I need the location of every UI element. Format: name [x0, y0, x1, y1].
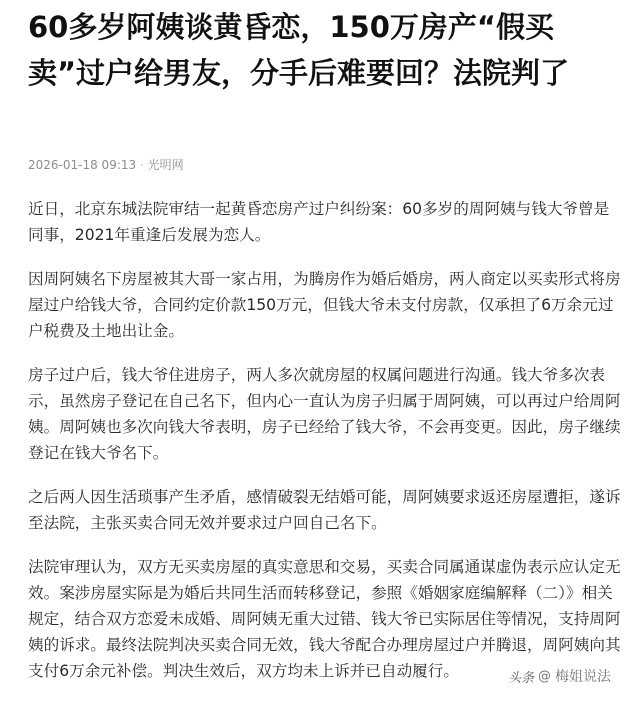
article-title: 60多岁阿姨谈黄昏恋，150万房产“假买卖”过户给男友，分手后难要回？法院判了 — [28, 10, 570, 90]
paragraph-4: 之后两人因生活琐事产生矛盾，感情破裂无结婚可能，周阿姨要求返还房屋遭拒，遂诉至法院，主张买卖合同无效并要求过户回自己名下。 — [28, 488, 621, 532]
paragraph-3: 房子过户后，钱大爷住进房子，两人多次就房屋的权属问题进行沟通。钱大爷多次表示，虽然房子登记在自己名下，但内心一直认为房子归属于周阿姨，可以再过户给周阿姨。周阿姨也多次向钱大爷表明，房子已经给了钱大爷，不会再变更。因此，房子继续登记在钱大爷名下。 — [28, 366, 621, 462]
article-body — [28, 196, 624, 701]
paragraph-1: 近日，北京东城法院审结一起黄昏恋房产过户纠纷案：60多岁的周阿姨与钱大爷曾是同事，2021年重逢后发展为恋人。 — [28, 200, 610, 244]
watermark-at: @ — [538, 668, 552, 684]
article-meta — [28, 156, 184, 174]
publish-date: 2026-01-18 09:13 — [28, 158, 137, 172]
paragraph-5: 法院审理认为，双方无买卖房屋的真实意思和交易，买卖合同属通谋虚伪表示应认定无效。案涉房屋实际是为婚后共同生活而转移登记，参照《婚姻家庭编解释（二）》相关规定，结合双方恋爱未成婚、周阿姨无重大过错、钱大爷已实际居住等情况，支持周阿姨的诉求。最终法院判决买卖合同无效，钱大爷配合办理房屋过户并腾退，周阿姨向其支付6万余元补偿。判决生效后，双方均未上诉并已自动履行。 — [28, 558, 621, 680]
paragraph-2: 因周阿姨名下房屋被其大哥一家占用，为腾房作为婚后婚房，两人商定以买卖形式将房屋过户给钱大爷，合同约定价款150万元，但钱大爷未支付房款，仅承担了6万余元过户税费及土地出让金。 — [28, 270, 621, 340]
toutiao-logo-icon: 头条 — [508, 670, 535, 686]
meta-separator: · — [139, 158, 144, 172]
source-link[interactable]: 光明网 — [147, 158, 184, 172]
author-watermark — [504, 665, 615, 687]
watermark-handle: 梅姐说法 — [555, 669, 612, 685]
